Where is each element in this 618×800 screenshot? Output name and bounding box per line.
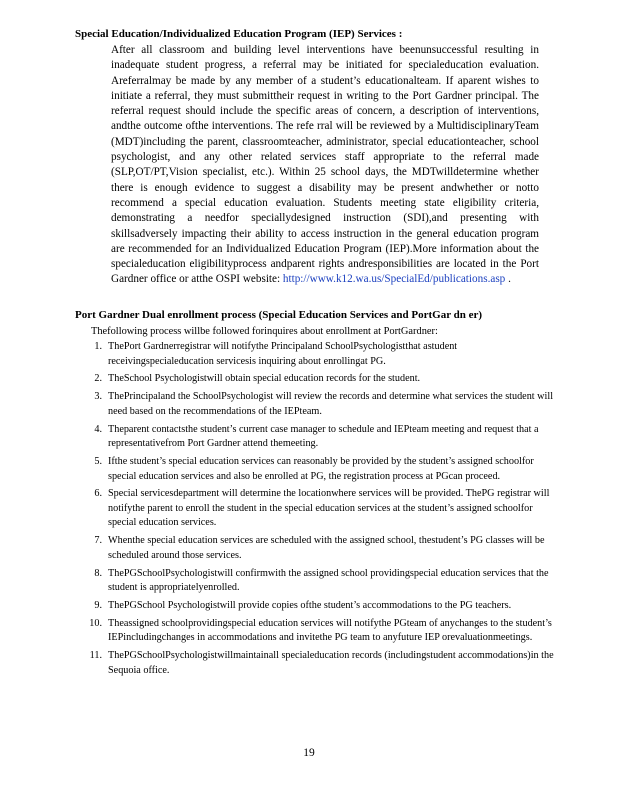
step-number: 4.: [94, 423, 102, 435]
step-number: 2.: [94, 373, 102, 385]
ospi-website-link[interactable]: http://www.k12.wa.us/SpecialEd/publications.asp: [282, 273, 506, 286]
step-item: [80, 567, 558, 596]
step-item: [80, 390, 558, 419]
step-text: ThePGSchoolPsychologistwillmaintainall specialeducation records (includingstudent accommodations)in the Sequoia office.: [108, 650, 554, 676]
step-item: [80, 340, 558, 369]
step-text: ThePGSchool Psychologistwill provide copies ofthe student’s accommodations to the PG teachers.: [108, 600, 512, 611]
step-item: [80, 649, 558, 678]
step-number: 8.: [94, 567, 102, 579]
step-text: Theassigned schoolprovidingspecial education services will notifythe PGteam of anychanges to the student’s IEPincludingchanges in accommodations and invitethe PG team to anyfuture IEP orevaluationmeetings.: [108, 617, 552, 644]
step-item: [80, 423, 558, 452]
step-item: [80, 455, 558, 484]
step-number: 11.: [89, 650, 102, 662]
step-text: TheSchool Psychologistwill obtain special education records for the student.: [108, 373, 421, 385]
step-text: Theparent contactsthe student’s current case manager to schedule and IEPteam meeting and request that a representativefrom Port Gardner attend themeeting.: [108, 423, 539, 450]
dual-enrollment-steps: [80, 340, 558, 682]
step-text: Whenthe special education services are scheduled with the assigned school, thestudent’s PG classes will be scheduled around those services.: [108, 535, 545, 561]
page-number: 19: [303, 747, 315, 759]
step-item: [80, 534, 558, 563]
step-item: [80, 372, 558, 387]
step-item: [80, 599, 558, 614]
step-text: Ifthe student’s special education services can reasonably be provided by the student’s assigned schoolfor special education services and also be enrolled at PG, the registration process at PGcan proceed.: [108, 455, 534, 482]
step-text: ThePGSchoolPsychologistwill confirmwith the assigned school providingspecial education services that the student is appropriatelyenrolled.: [108, 567, 549, 594]
iep-services-paragraph: [111, 43, 539, 288]
step-item: [80, 617, 558, 646]
step-number: 7.: [94, 535, 102, 547]
step-number: 3.: [94, 391, 102, 403]
step-number: 10.: [89, 617, 102, 629]
step-text: ThePort Gardnerregistrar will notifythe Principaland SchoolPsychologistthat astudent receivingspecialeducation servicesis inquiring about enrollingat PG.: [108, 341, 458, 367]
dual-enrollment-intro: Thefollowing process willbe followed forinquires about enrollment at PortGardner:: [91, 326, 438, 337]
step-text: ThePrincipaland the SchoolPsychologist will review the records and determine what services the student will need based on the recommendations of the IEPteam.: [108, 391, 554, 417]
step-number: 9.: [94, 600, 102, 611]
iep-services-heading: Special Education/Individualized Education Program (IEP) Services :: [75, 28, 403, 40]
link-suffix: .: [508, 273, 511, 286]
step-text: Special servicesdepartment will determine the locationwhere services will be provided. ThePG registrar will notifythe parent to enroll the student in the special education services at the student’s assigned schoolfor special education services.: [108, 488, 550, 529]
step-number: 1.: [94, 341, 102, 352]
step-item: [80, 487, 558, 531]
dual-enrollment-heading: Port Gardner Dual enrollment process (Special Education Services and PortGar dn er): [75, 309, 483, 321]
step-number: 5.: [94, 455, 102, 467]
step-number: 6.: [94, 488, 102, 500]
iep-services-text: After all classroom and building level interventions have beenunsuccessful resulting in inadequate student progress, a referral may be initiated for specialeducation evaluation. Areferralmay be made by any member of a student’s educationalteam. If aparent wishes to initiate a referral, they must submittheir request in writing to the Port Gardner principal. The referral request should include the specific areas of concern, a description of interventions, andthe outcome ofthe interventions. The refe rral will be reviewed by a MultidisciplinaryTeam (MDT)including the parent, classroomteacher, administrator, special educationteacher, school psychologist, and any other related services staff appropriate to the referral made (SLP,OT/PT,Vision specialist, etc.). Within 25 school days, the MDTwilldetermine whether there is enough evidence to suggest a disability may be present andwhether or notto recommend a special education evaluation. Students meeting state eligibility criteria, demonstrating a needfor speciallydesigned instruction (SDI),and presenting with skillsadversely impacting their ability to access instruction in the general education program are recommended for an Individualized Education Program (IEP).More information about the specialeducation eligibilityprocess andparent rights andresponsibilities are located in the Port Gardner office or atthe OSPI website:: [111, 44, 539, 286]
